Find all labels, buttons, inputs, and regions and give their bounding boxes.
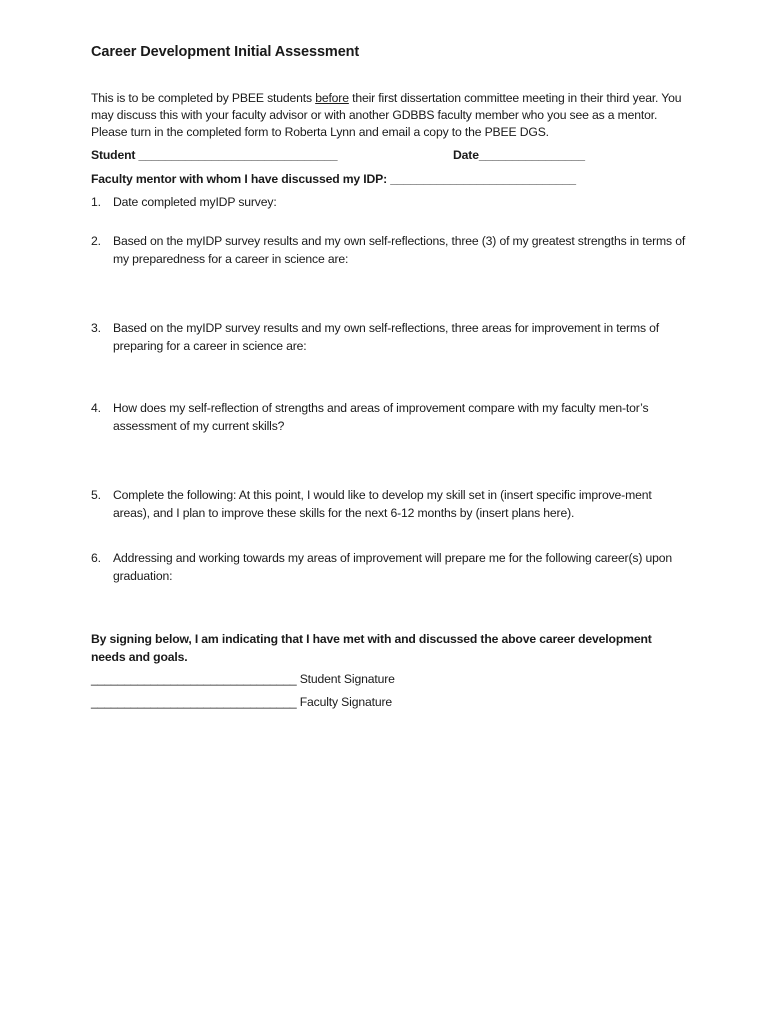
intro-paragraph xyxy=(91,90,691,141)
question-text: Complete the following: At this point, I would like to develop my skill set in (insert specific improve-ment areas), and I plan to improve these skills for the next 6-12 months by (insert plans here). xyxy=(113,488,652,520)
question-number: 3. xyxy=(91,321,101,335)
question-5 xyxy=(91,487,691,522)
question-number: 5. xyxy=(91,488,101,502)
signature-agreement: By signing below, I am indicating that I have met with and discussed the above career development needs and goals. xyxy=(91,632,652,664)
intro-text-end: their first dissertation committee meeting in their third year. You may discuss this with your faculty advisor or with another GDBBS faculty member who you see as a mentor. Please turn in the completed form to Roberta Lynn and email a copy to the PBEE DGS. xyxy=(91,91,682,139)
question-number: 1. xyxy=(91,195,101,209)
question-number: 6. xyxy=(91,551,101,565)
question-text: Based on the myIDP survey results and my own self-reflections, three (3) of my greatest strengths in terms of my preparedness for a career in science are: xyxy=(113,234,686,266)
question-2 xyxy=(91,233,691,268)
student-signature-line[interactable]: _______________________________ Student Signature xyxy=(91,672,395,686)
question-text: Based on the myIDP survey results and my own self-reflections, three areas for improvement in terms of preparing for a career in science are: xyxy=(113,321,660,353)
question-1 xyxy=(91,194,691,212)
faculty-mentor-field[interactable]: Faculty mentor with whom I have discussed my IDP: ____________________________ xyxy=(91,172,576,186)
student-name-field[interactable]: Student ______________________________ xyxy=(91,148,338,162)
question-text: How does my self-reflection of strengths and areas of improvement compare with my faculty men-tor’s assessment of my current skills? xyxy=(113,401,649,433)
question-4 xyxy=(91,400,691,435)
intro-text-start: This is to be completed by PBEE students xyxy=(91,91,316,105)
date-field[interactable]: Date________________ xyxy=(453,148,585,162)
page-title: Career Development Initial Assessment xyxy=(91,44,360,60)
faculty-signature-line[interactable]: _______________________________ Faculty Signature xyxy=(91,695,392,709)
question-number: 4. xyxy=(91,401,101,415)
question-6 xyxy=(91,550,691,585)
question-3 xyxy=(91,320,691,355)
intro-underlined-word: before xyxy=(315,91,349,105)
question-number: 2. xyxy=(91,234,101,248)
question-text: Date completed myIDP survey: xyxy=(113,195,277,209)
question-text: Addressing and working towards my areas of improvement will prepare me for the following career(s) upon graduation: xyxy=(113,551,672,583)
